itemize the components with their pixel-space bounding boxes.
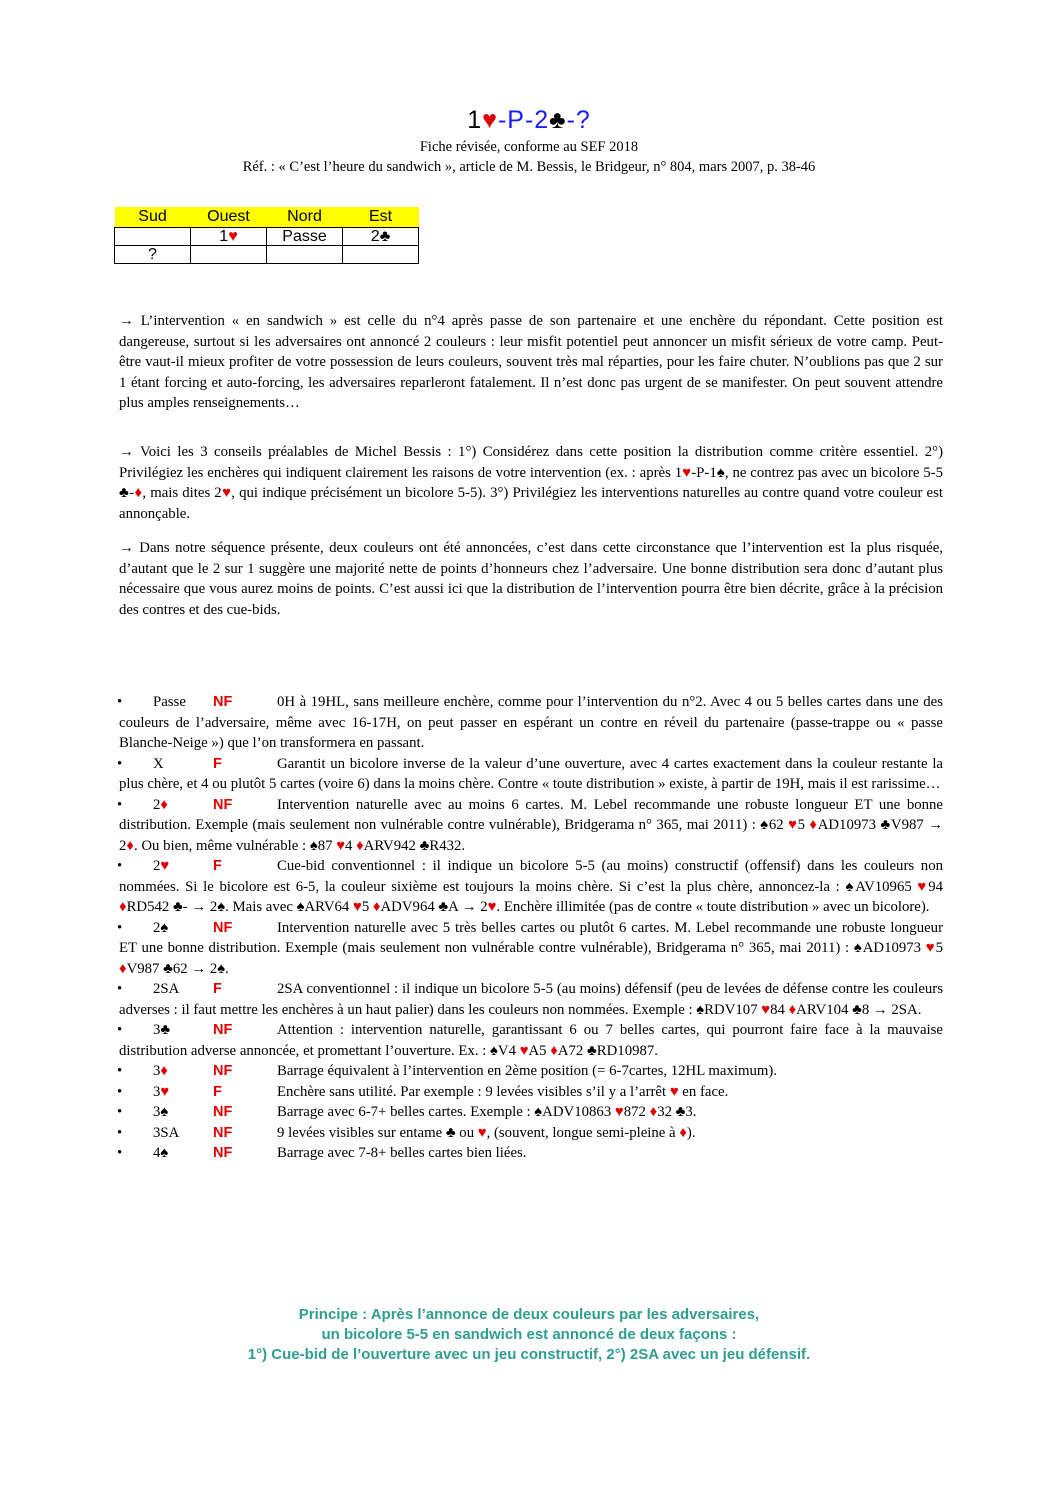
header-nord: Nord [267,207,343,228]
bid-label: 3SA [153,1124,180,1141]
cell-sud-1 [115,228,191,246]
bid-label: 2♠ [153,919,169,936]
bid-item [119,1061,943,1082]
bid-item [119,1020,943,1061]
bid-description: Garantit un bicolore inverse de la valeur d’une ouverture, avec 4 cartes exactement dans la couleur restante la plus chère, et 4 ou plutôt 5 cartes (voire 6) dans la moins chère. Contre « toute distribution » existe, à partir de 19H, mais il est rarissime… [119,755,943,792]
diamond-icon: ♦ [649,1104,658,1120]
bid-description: Barrage avec 7-8+ belles cartes bien liées. [277,1145,527,1161]
bid-item [119,1082,943,1103]
bid-description: 2SA conventionnel : il indique un bicolore 5-5 (au moins) défensif (peu de levées de défense contre les couleurs adverses : il faut mettre les enchères à un haut palier) dans les couleurs non nommées. Exemple : ♠RDV107 ♥84 ♦ARV104 ♣8 → 2SA. [119,981,943,1018]
bid-label: X [153,755,164,772]
heart-icon: ♥ [228,228,238,245]
cell-est-2 [343,246,419,264]
bid-description: Enchère sans utilité. Par exemple : 9 levées visibles s’il y a l’arrêt ♥ en face. [277,1083,729,1100]
bullet-icon: • [117,1022,123,1038]
diamond-icon: ♦ [679,1124,687,1141]
heart-icon: ♥ [925,940,936,956]
bullet-icon: • [117,796,123,813]
cell-ouest-1: 1♥ [191,228,267,246]
bidding-table [114,207,419,264]
heart-icon: ♥ [761,1001,771,1018]
bullet-icon: • [117,1063,123,1079]
bid-item [119,1143,943,1164]
diamond-icon: ♦ [134,485,143,501]
bullet-icon: • [117,694,123,710]
page-title [0,106,1058,135]
heart-icon: ♥ [487,899,497,915]
cell-sud-2: ? [115,246,191,264]
diamond-icon: ♦ [160,1063,168,1079]
bid-description: Attention : intervention naturelle, garantissant 6 ou 7 belles cartes, qui pourront faire face à la mauvaise distribution adverse annoncée, et promettant l’ouverture. Ex. : ♠V4 ♥A5 ♦A72 ♣RD10987. [119,1022,943,1059]
bullet-icon: • [117,1083,123,1100]
paragraph-advice: → Voici les 3 conseils préalables de Michel Bessis : 1°) Considérez dans cette position la distribution comme critère essentiel. 2°) Privilégiez les enchères qui indiquent clairement les raisons de votre intervention (ex. : après 1♥-P-1♠, ne contrez pas avec un bicolore 5-5 ♣-♦, mais dites 2♥, qui indique précisément un bicolore 5-5). 3°) Privilégiez les interventions naturelles au contre quand votre couleur est annonçable. [119,444,943,522]
bid-description: Cue-bid conventionnel : il indique un bicolore 5-5 (au moins) constructif (offensif) dans les couleurs non nommées. Si le bicolore est 6-5, la couleur sixième est toujours la moins chère. Si c’est la plus chère, annoncez-la : ♠AV10965 ♥94 ♦RD542 ♣- → 2♠. Mais avec ♠ARV64 ♥5 ♦ADV964 ♣A → 2♥. Enchère illimitée (pas de contre « toute distribution » avec un bicolore). [119,858,943,915]
header-ouest: Ouest [191,207,267,228]
bid-label: 2SA [153,981,180,997]
diamond-icon: ♦ [160,796,168,813]
bullet-icon: • [117,1124,123,1141]
bid-force: NF [213,919,233,936]
diamond-icon: ♦ [550,1042,558,1059]
title-end: -? [566,106,591,134]
bid-item [119,1102,943,1123]
diamond-icon: ♦ [372,899,381,915]
bullet-icon: • [117,858,123,874]
heart-icon: ♥ [788,817,798,833]
bid-description: Barrage équivalent à l’intervention en 2ème position (= 6-7cartes, 12HL maximum). [277,1063,778,1079]
bid-force: NF [213,1063,233,1079]
bullet-icon: • [117,755,123,772]
heart-icon: ♥ [614,1104,624,1120]
diamond-icon: ♦ [356,837,364,854]
bid-force: NF [213,1022,233,1038]
diamond-icon: ♦ [119,899,127,915]
bid-item [119,795,943,857]
bullet-icon: • [117,981,123,997]
bidding-row-2 [115,246,419,264]
bid-description: Intervention naturelle avec au moins 6 cartes. M. Lebel recommande une robuste longueur ET une bonne distribution. Exemple (mais seulement non vulnérable contre vulnérable), Bridgerama n° 365, mai 2011) : ♠62 ♥5 ♦AD10973 ♣V987 → 2♦. Ou bien, même vulnérable : ♠87 ♥4 ♦ARV942 ♣R432. [119,796,943,854]
cell-nord-1: Passe [267,228,343,246]
heart-icon: ♥ [477,1124,487,1141]
bid-item [119,856,943,918]
heart-icon: ♥ [482,106,498,134]
heart-icon: ♥ [336,837,345,854]
diamond-icon: ♦ [809,817,818,833]
subtitle-revision: Fiche révisée, conforme au SEF 2018 [419,139,639,155]
bid-item [119,918,943,980]
principle-box [0,1305,1058,1365]
bid-force: NF [213,1145,233,1161]
subtitle-reference: Réf. : « C’est l’heure du sandwich », article de M. Bessis, le Bridgeur, n° 804, mars 2007, p. 38-46 [242,159,816,175]
bid-label: 3♦ [153,1063,168,1079]
bid-force: NF [213,1104,233,1120]
heart-icon: ♥ [682,464,692,481]
bid-description: Barrage avec 6-7+ belles cartes. Exemple : ♠ADV10863 ♥872 ♦32 ♣3. [277,1104,697,1120]
heart-icon: ♥ [917,878,929,895]
heart-icon: ♥ [221,485,232,501]
bullet-icon: • [117,1104,123,1120]
bidding-header-row [115,207,419,228]
bid-label: 3♣ [153,1022,171,1038]
cell-est-1: 2♣ [343,228,419,246]
bullet-icon: • [117,1145,123,1161]
principle-line-3: 1°) Cue-bid de l’ouverture avec un jeu constructif, 2°) 2SA avec un jeu défensif. [247,1346,811,1363]
heart-icon: ♥ [669,1083,679,1100]
bid-description: 0H à 19HL, sans meilleure enchère, comme pour l’intervention du n°2. Avec 4 ou 5 belles cartes dans une des couleurs de l’adversaire, même avec 16-17H, on peut passer en espérant un contre en réveil du partenaire (passe-trappe ou « passe Blanche-Neige ») que l’on transformera en passant. [119,694,943,751]
heart-icon: ♥ [160,858,170,874]
diamond-icon: ♦ [119,960,127,977]
bid-item [119,754,943,795]
bid-label: 4♠ [153,1145,169,1161]
bid-description: Intervention naturelle avec 5 très belles cartes ou plutôt 6 cartes. M. Lebel recommande une robuste longueur ET une bonne distribution. Exemple (mais seulement non vulnérable contre vulnérable), Bridgerama n° 365, mai 2011) : ♠AD10973 ♥5 ♦V987 ♣62 → 2♠. [119,919,943,977]
bid-force: NF [213,796,233,813]
heart-icon: ♥ [353,899,362,915]
paragraph-sequence: → Dans notre séquence présente, deux couleurs ont été annoncées, c’est dans cette circonstance que l’intervention est la plus risquée, d’autant que le 2 sur 1 suggère une majorité nette de points d’honneurs chez l’adversaire. Une bonne distribution sera donc d’autant plus nécessaire que vous aurez moins de points. C’est aussi ici que la distribution de l’intervention pourra être bien décrite, grâce à la précision des contres et des cue-bids. [119,540,943,618]
header-est: Est [343,207,419,228]
diamond-icon: ♦ [788,1001,797,1018]
principle-line-2: un bicolore 5-5 en sandwich est annoncé de deux façons : [321,1326,737,1343]
bid-item [119,692,943,754]
bid-force: F [213,981,222,997]
bid-item [119,979,943,1020]
bid-label: Passe [153,694,186,710]
bid-item [119,1123,943,1144]
title-mid: -P-2 [497,106,550,134]
bid-list [119,692,943,1164]
bid-description: 9 levées visibles sur entame ♣ ou ♥, (souvent, longue semi-pleine à ♦). [277,1124,696,1141]
bid-label: 3♠ [153,1104,169,1120]
bid-force: F [213,755,222,772]
bid-force: F [213,1083,222,1100]
bid-label: 2♦ [153,796,168,813]
bullet-icon: • [117,919,123,936]
cell-nord-2 [267,246,343,264]
bid-label: 2♥ [153,858,170,874]
principle-line-1: Principe : Après l’annonce de deux couleurs par les adversaires, [298,1306,760,1323]
bidding-row-1 [115,228,419,246]
bid-force: NF [213,694,233,710]
paragraph-intro: → L’intervention « en sandwich » est celle du n°4 après passe de son partenaire et une enchère du répondant. Cette position est dangereuse, surtout si les adversaires ont annoncé 2 couleurs : leur misfit potentiel peut annoncer un misfit sérieux de votre camp. Peut-être vaut-il mieux profiter de votre possession de leurs couleurs, souvent très mal réparties, pour les faire chuter. N’oublions pas que 2 sur 1 étant forcing et auto-forcing, les adversaires reparleront fatalement. Il n’est donc pas urgent de se manifester. On peut souvent attendre plus amples renseignements… [119,313,943,411]
header-sud: Sud [115,207,191,228]
heart-icon: ♥ [160,1083,170,1100]
bid-force: F [213,858,222,874]
bid-force: NF [213,1124,233,1141]
heart-icon: ♥ [519,1042,529,1059]
diamond-icon: ♦ [126,837,134,854]
title-one: 1 [467,106,483,134]
bid-label: 3♥ [153,1083,170,1100]
cell-ouest-2 [191,246,267,264]
club-icon: ♣ [549,106,567,134]
